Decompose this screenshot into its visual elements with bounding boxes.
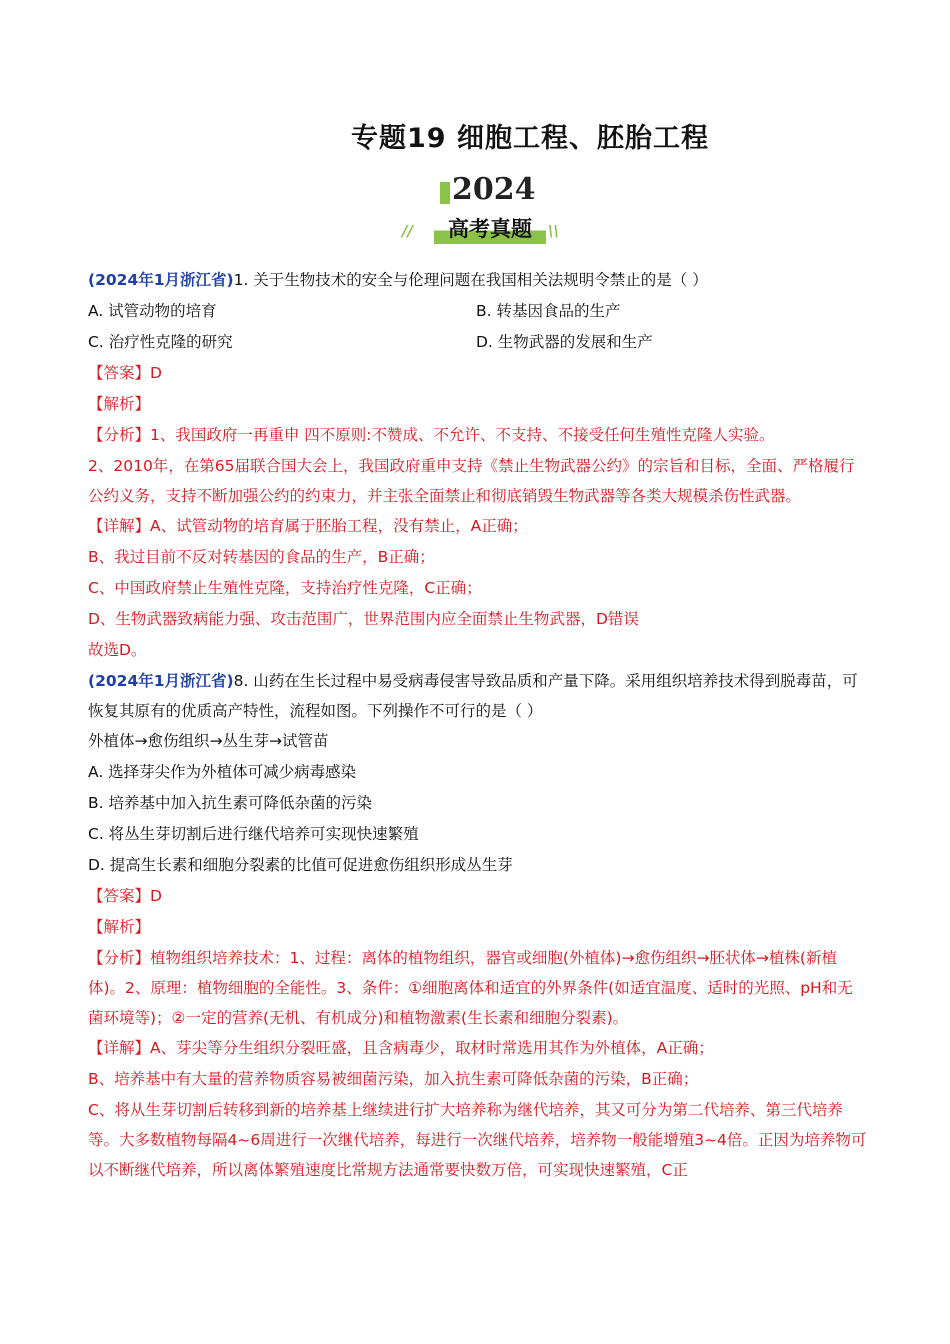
- conclusion: 故选D。: [88, 641, 147, 659]
- question-text: 1. 关于生物技术的安全与伦理问题在我国相关法规明令禁止的是（ ）: [233, 271, 708, 289]
- option-b: B. 培养基中加入抗生素可降低杂菌的污染: [88, 794, 372, 812]
- answer: 【答案】D: [88, 364, 162, 382]
- answer: 【答案】D: [88, 887, 162, 905]
- option-d: D. 生物武器的发展和生产: [476, 333, 653, 351]
- option-a: A. 选择芽尖作为外植体可减少病毒感染: [88, 763, 357, 781]
- detail-a: 【详解】A、试管动物的培育属于胚胎工程，没有禁止，A正确；: [88, 517, 528, 535]
- detail-a: 【详解】A、芽尖等分生组织分裂旺盛，且含病毒少，取材时常选用其作为外植体，A正确；: [88, 1039, 714, 1057]
- option-d: D. 提高生长素和细胞分裂素的比值可促进愈伤组织形成丛生芽: [88, 856, 513, 874]
- slash-decoration-right: \\: [548, 222, 559, 240]
- analysis-fenxi-2: 2、2010年，在第65届联合国大会上，我国政府重申支持《禁止生物武器公约》的宗旨和目标，全面、严格履行公约义务，支持不断加强公约的约束力，并主张全面禁止和彻底销毁生物武器等各类大规模杀伤性武器。: [88, 457, 855, 505]
- page-title: 专题19 细胞工程、胚胎工程: [351, 123, 709, 154]
- question-1-stem: [88, 265, 868, 296]
- detail-b: B、培养基中有大量的营养物质容易被细菌污染，加入抗生素可降低杂菌的污染，B正确；: [88, 1070, 699, 1088]
- slash-decoration-left: //: [402, 222, 413, 240]
- option-c: C. 治疗性克隆的研究: [88, 333, 233, 351]
- detail-b: B、我过目前不反对转基因的食品的生产，B正确；: [88, 548, 435, 566]
- question-source: (2024年1月浙江省): [88, 672, 234, 690]
- content-body: [88, 265, 868, 1185]
- question-source: (2024年1月浙江省): [88, 271, 234, 289]
- detail-c: C、中国政府禁止生殖性克隆，支持治疗性克隆，C正确；: [88, 579, 482, 597]
- options-row: [88, 296, 868, 327]
- question-text: 8. 山药在生长过程中易受病毒侵害导致品质和产量下降。采用组织培养技术得到脱毒苗，可恢复其原有的优质高产特性，流程如图。下列操作不可行的是（ ）: [88, 672, 858, 720]
- year-badge: [402, 170, 560, 250]
- detail-c: C、将从生芽切割后转移到新的培养基上继续进行扩大培养称为继代培养，其又可分为第二代培养、第三代培养等。大多数植物每隔4~6周进行一次继代培养，每进行一次继代培养，培养物一般能增殖3~4倍。正因为培养物可以不断继代培养，所以离体繁殖速度比常规方法通常要快数万倍，可实现快速繁殖，C正: [88, 1101, 867, 1179]
- analysis-label: 【解析】: [88, 918, 151, 936]
- analysis-fenxi: 【分析】植物组织培养技术：1、过程：离体的植物组织，器官或细胞(外植体)→愈伤组织→胚状体→植株(新植体)。2、原理：植物细胞的全能性。3、条件：①细胞离体和适宜的外界条件(如适宜温度、适时的光照、pH和无菌环境等)；②一定的营养(无机、有机成分)和植物激素(生长素和细胞分裂素)。: [88, 949, 853, 1027]
- question-8-stem: [88, 666, 868, 726]
- option-a: A. 试管动物的培育: [88, 302, 217, 320]
- options-row: [88, 327, 868, 358]
- badge-year: 2024: [452, 172, 536, 207]
- badge-label: 高考真题: [434, 214, 546, 244]
- flow-diagram-text: 外植体→愈伤组织→丛生芽→试管苗: [88, 732, 329, 750]
- detail-d: D、生物武器致病能力强、攻击范围广，世界范围内应全面禁止生物武器，D错误: [88, 610, 639, 628]
- analysis-fenxi: 【分析】1、我国政府一再重申 四不原则:不赞成、不允许、不支持、不接受任何生殖性克隆人实验。: [88, 426, 775, 444]
- analysis-label: 【解析】: [88, 395, 151, 413]
- option-b: B. 转基因食品的生产: [476, 302, 621, 320]
- option-c: C. 将丛生芽切割后进行继代培养可实现快速繁殖: [88, 825, 419, 843]
- badge-accent-bar: [440, 182, 450, 204]
